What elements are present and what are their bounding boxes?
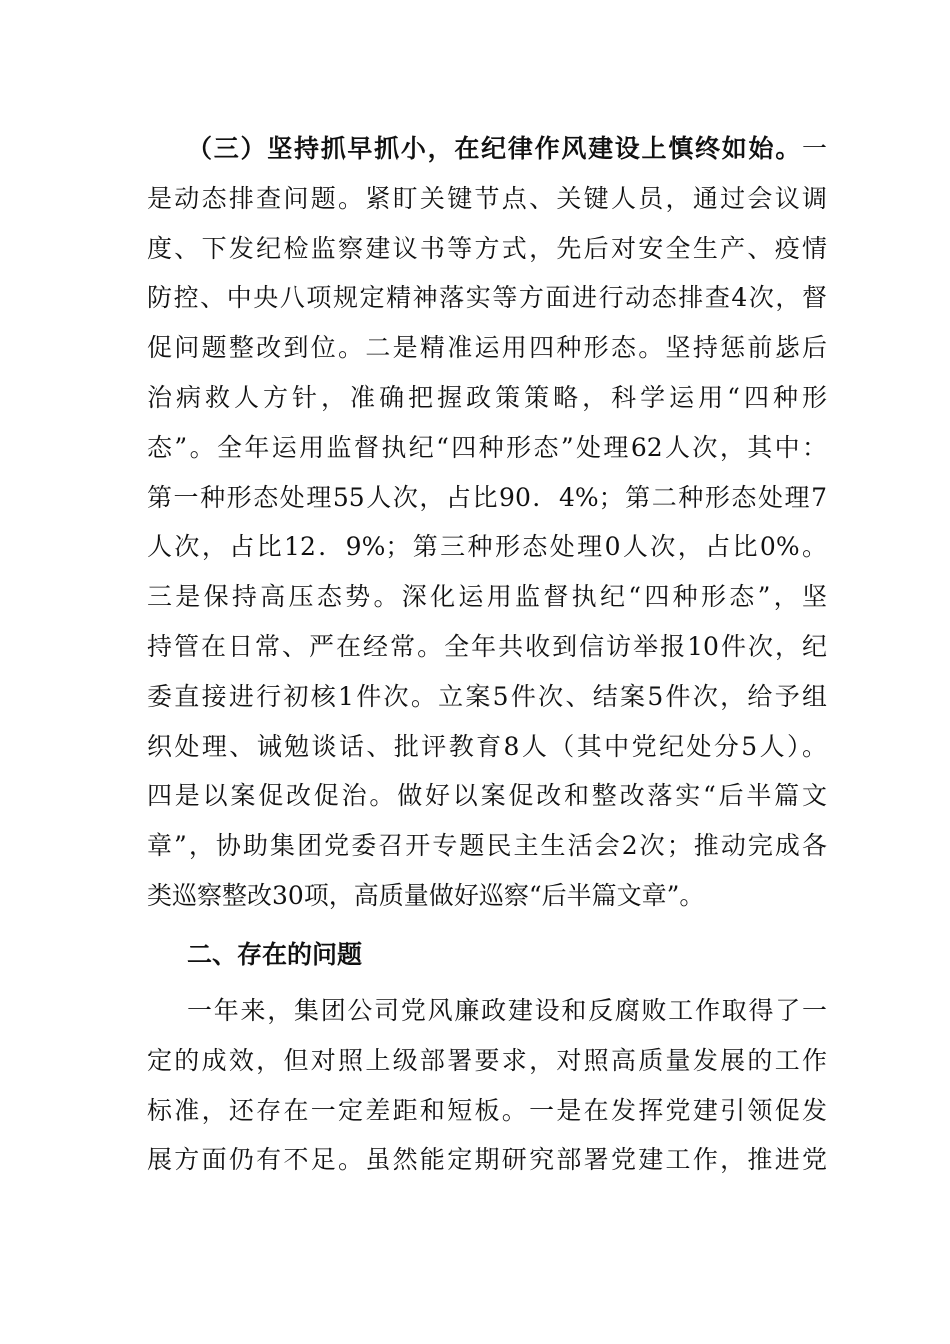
text-line: 一年来，集团公司党风廉政建设和反腐败工作取得了一 [187, 996, 827, 1025]
text-line: 度、下发纪检监察建议书等方式，先后对安全生产、疫情 [147, 233, 827, 263]
text-line: 防控、中央八项规定精神落实等方面进行动态排查4次，督 [147, 283, 827, 313]
section-two-paragraph [147, 986, 827, 1185]
text-line: 三是保持高压态势。深化运用监督执纪“四种形态”，坚 [147, 582, 827, 612]
first-line-tail: 一 [801, 134, 827, 163]
text-line: 态”。全年运用监督执纪“四种形态”处理62人次，其中： [147, 432, 827, 462]
paragraph-first-line [147, 124, 827, 174]
section-three-title: （三）坚持抓早抓小，在纪律作风建设上慎终如始。 [187, 134, 802, 163]
text-line: 委直接进行初核1件次。立案5件次、结案5件次，给予组 [147, 681, 827, 711]
text-line: 四是以案促改促治。做好以案促改和整改落实“后半篇文 [147, 781, 827, 811]
text-line: 定的成效，但对照上级部署要求，对照高质量发展的工作 [147, 1045, 827, 1075]
text-line: 标准，还存在一定差距和短板。一是在发挥党建引领促发 [147, 1095, 827, 1125]
text-line: 展方面仍有不足。虽然能定期研究部署党建工作，推进党 [147, 1145, 827, 1175]
text-line: 类巡察整改30项，高质量做好巡察“后半篇文章”。 [147, 880, 705, 910]
text-line: 章”，协助集团党委召开专题民主生活会2次；推动完成各 [147, 831, 827, 861]
text-line: 治病救人方针，准确把握政策策略，科学运用“四种形 [147, 382, 827, 412]
section-three-paragraph [147, 124, 827, 921]
text-line: 持管在日常、严在经常。全年共收到信访举报10件次，纪 [147, 631, 827, 661]
text-line: 是动态排查问题。紧盯关键节点、关键人员，通过会议调 [147, 183, 827, 213]
text-line: 第一种形态处理55人次，占比90．4%；第二种形态处理7 [147, 482, 827, 512]
text-line: 织处理、诫勉谈话、批评教育8人（其中党纪处分5人）。 [147, 731, 827, 761]
section-heading: 二、存在的问题 [187, 940, 363, 969]
text-line: 人次，占比12．9%；第三种形态处理0人次，占比0%。 [147, 532, 827, 562]
text-line: 促问题整改到位。二是精准运用四种形态。坚持惩前毖后 [147, 333, 827, 363]
